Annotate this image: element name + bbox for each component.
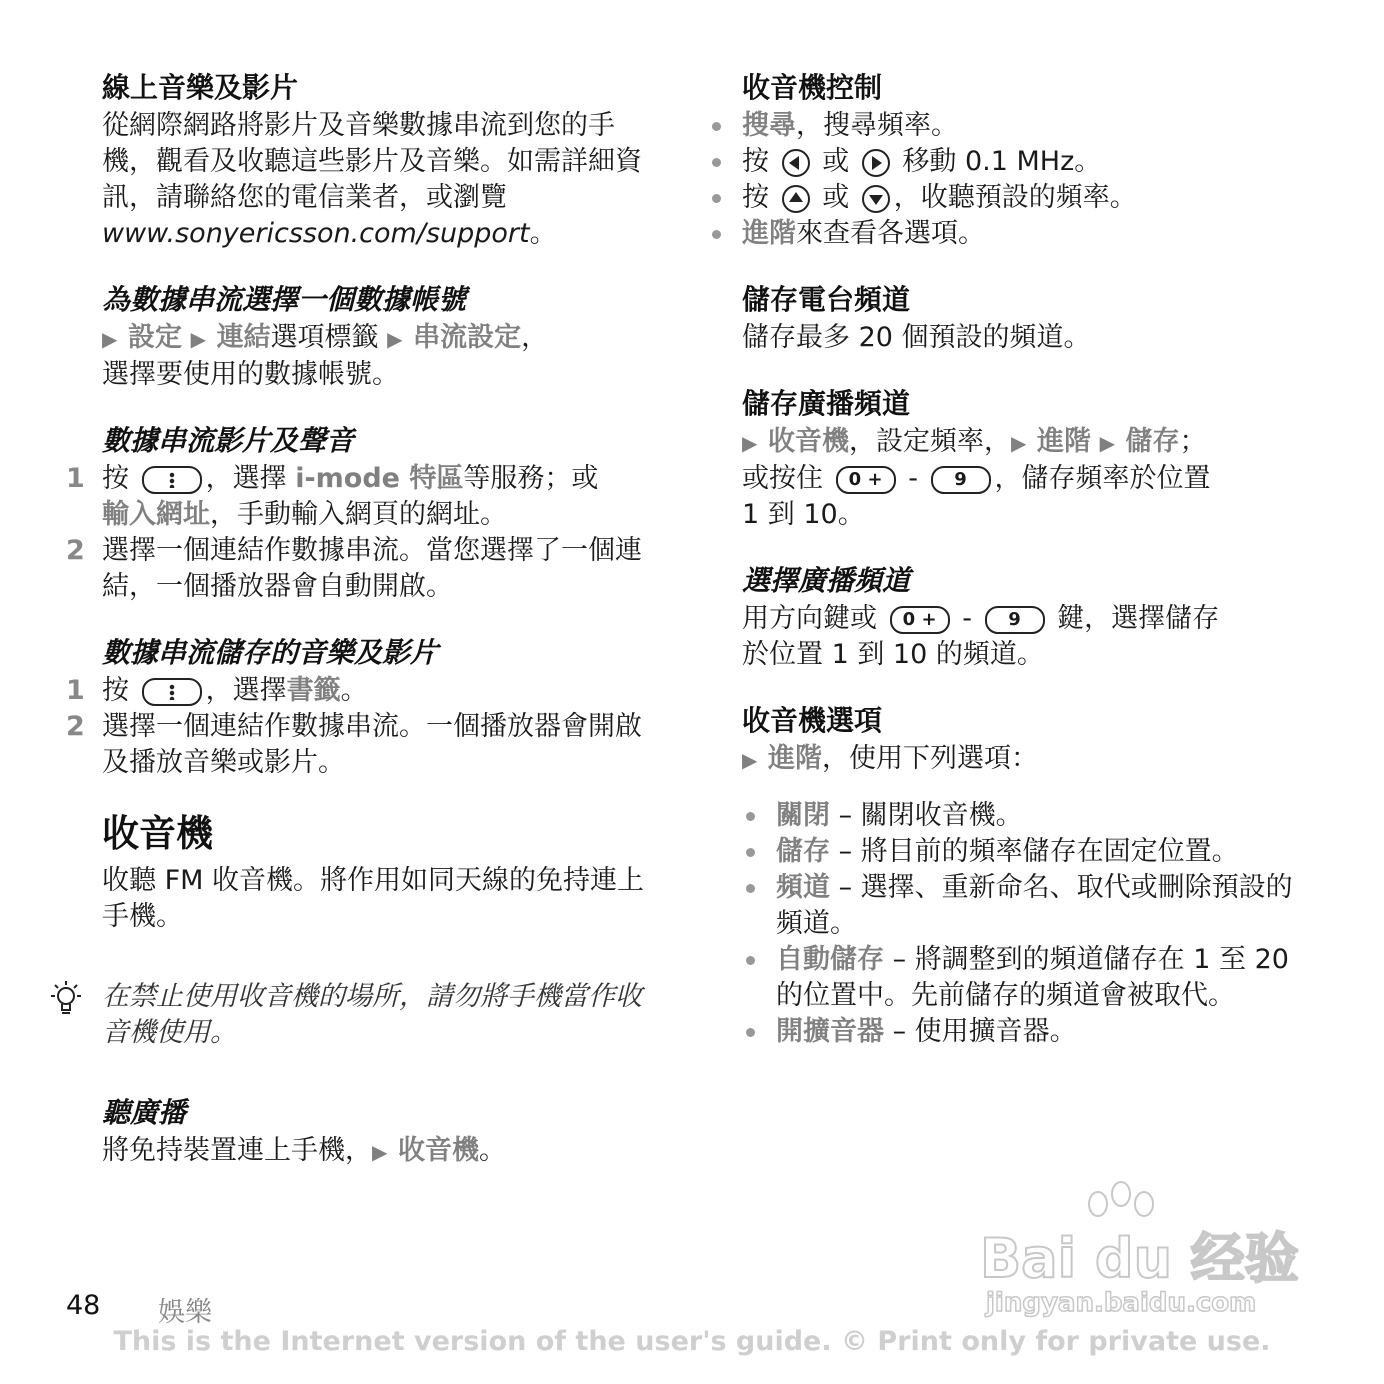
arrow-icon: ▶ xyxy=(387,327,403,351)
chapter-title-radio: 收音機 xyxy=(102,812,213,855)
select-account-body: ▶ 設定 ▶ 連結選項標籤 ▶ 串流設定， 選擇要使用的數據帳號。 xyxy=(102,322,549,390)
section-title-select-account: 為數據串流選擇一個數據帳號 xyxy=(102,283,467,316)
tip-text: 在禁止使用收音機的場所，請勿將手機當作收音機使用。 xyxy=(102,981,642,1048)
key-nine-icon: 9 xyxy=(931,466,991,494)
menu-advanced: 進階 xyxy=(767,743,822,774)
listen-body: 將免持裝置連上手機，▶ 收音機。 xyxy=(102,1135,506,1166)
list-item: 自動儲存 – 將調整到的頻道儲存在 1 至 20 的位置中。先前儲存的頻道會被取代。 xyxy=(776,942,1302,1014)
menu-advanced: 進階 xyxy=(1036,426,1091,457)
list-item: 開擴音器 – 使用擴音器。 xyxy=(776,1014,1302,1050)
radio-controls-list xyxy=(742,108,1302,252)
menu-streaming-settings: 串流設定 xyxy=(413,322,522,353)
menu-key-icon xyxy=(142,466,202,494)
baidu-watermark xyxy=(980,1180,1310,1330)
menu-bookmarks: 書籤 xyxy=(286,675,341,706)
key-zero-icon: 0 + xyxy=(836,466,896,494)
menu-advanced: 進階 xyxy=(742,218,796,249)
menu-settings: 設定 xyxy=(127,322,182,353)
step-2: 2 選擇一個連結作數據串流。一個播放器會開啟及播放音樂或影片。 xyxy=(66,711,642,778)
watermark-brand: Bai du 经验 xyxy=(980,1227,1299,1290)
key-nine-icon: 9 xyxy=(985,606,1045,634)
lightbulb-icon xyxy=(46,979,86,1023)
radio-options-intro: ▶ 進階，使用下列選項： xyxy=(742,743,1038,774)
list-item: 儲存 – 將目前的頻率儲存在固定位置。 xyxy=(776,834,1302,870)
list-item: 進階來查看各選項。 xyxy=(742,216,1302,252)
list-item: 搜尋，搜尋頻率。 xyxy=(742,108,1302,144)
list-item: 頻道 – 選擇、重新命名、取代或刪除預設的頻道。 xyxy=(776,870,1302,942)
nav-left-icon xyxy=(782,149,810,177)
arrow-icon: ▶ xyxy=(102,327,118,351)
nav-down-icon xyxy=(862,185,890,213)
nav-right-icon xyxy=(862,149,890,177)
menu-key-icon xyxy=(142,678,202,706)
menu-connections: 連結 xyxy=(216,322,271,353)
section-title-stream-video: 數據串流影片及聲音 xyxy=(102,424,355,457)
tip-note xyxy=(102,979,662,1051)
step-2: 2 選擇一個連結作數據串流。當您選擇了一個連結，一個播放器會自動開啟。 xyxy=(66,535,642,602)
arrow-icon: ▶ xyxy=(1099,431,1115,455)
section-title-stream-saved: 數據串流儲存的音樂及影片 xyxy=(102,636,439,669)
online-music-body: 從網際網路將影片及音樂數據串流到您的手機，觀看及收聽這些影片及音樂。如需詳細資訊，請聯絡您的電信業者，或瀏覽 www.sonyericsson.com/support。 xyxy=(102,110,642,249)
section-title-save-station: 儲存電台頻道 xyxy=(742,283,911,316)
key-zero-icon: 0 + xyxy=(890,606,950,634)
right-column xyxy=(742,70,1302,1050)
arrow-icon: ▶ xyxy=(372,1140,388,1164)
radio-options-list xyxy=(742,798,1302,1050)
support-url[interactable]: www.sonyericsson.com/support xyxy=(102,218,530,249)
list-item: 關閉 – 關閉收音機。 xyxy=(776,798,1302,834)
left-column xyxy=(66,70,662,1170)
save-broadcast-body: ▶ 收音機，設定頻率，▶ 進階 ▶ 儲存； 或按住 0 + - 9 ，儲存頻率於位置 1 到 10。 xyxy=(742,426,1211,530)
menu-enter-url: 輸入網址 xyxy=(102,499,210,530)
section-title-online-music: 線上音樂及影片 xyxy=(102,71,299,104)
section-title-radio-options: 收音機選項 xyxy=(742,704,883,737)
section-title-radio-controls: 收音機控制 xyxy=(742,71,883,104)
step-1: 1 按 ，選擇書籤。 xyxy=(66,675,368,706)
menu-search: 搜尋 xyxy=(742,110,796,141)
radio-body: 收聽 FM 收音機。將作用如同天線的免持連上手機。 xyxy=(102,865,644,932)
list-item: 按 或 移動 0.1 MHz。 xyxy=(742,144,1302,180)
arrow-icon: ▶ xyxy=(1010,431,1027,455)
menu-imode: i-mode 特區 xyxy=(295,463,464,494)
watermark-url: jingyan.baidu.com xyxy=(986,1288,1257,1318)
save-station-body: 儲存最多 20 個預設的頻道。 xyxy=(742,322,1091,353)
select-broadcast-body: 用方向鍵或 0 + - 9 鍵，選擇儲存 於位置 1 到 10 的頻道。 xyxy=(742,603,1220,670)
section-title-listen: 聽廣播 xyxy=(102,1096,187,1129)
footer-note: This is the Internet version of the user's guide. © Print only for private use. xyxy=(113,1326,1271,1357)
arrow-icon: ▶ xyxy=(190,327,206,351)
menu-save: 儲存 xyxy=(1125,426,1180,457)
menu-radio: 收音機 xyxy=(397,1135,479,1166)
arrow-icon: ▶ xyxy=(742,431,758,455)
step-1: 1 按 ，選擇 i-mode 特區等服務；或 輸入網址，手動輸入網頁的網址。 xyxy=(66,463,599,530)
section-title-select-broadcast: 選擇廣播頻道 xyxy=(742,564,911,597)
menu-radio: 收音機 xyxy=(767,426,849,457)
arrow-icon: ▶ xyxy=(742,748,758,772)
nav-up-icon xyxy=(782,185,810,213)
section-title-save-broadcast: 儲存廣播頻道 xyxy=(742,387,911,420)
section-name: 娛樂 xyxy=(158,1297,212,1328)
page-number: 48 xyxy=(66,1290,101,1321)
list-item: 按 或 ，收聽預設的頻率。 xyxy=(742,180,1302,216)
